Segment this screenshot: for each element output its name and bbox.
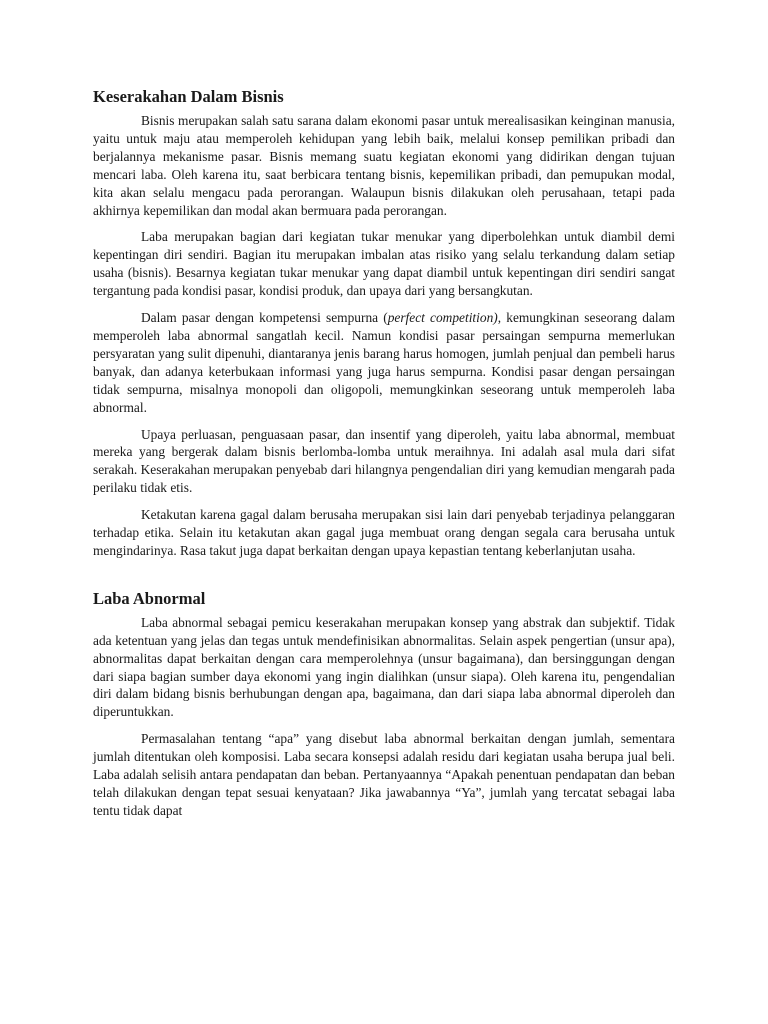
paragraph-text: , kemungkinan seseorang dalam memperoleh laba abnormal sangatlah kecil. Namun kondisi pasar persaingan sempurna memerlukan persyaratan yang sulit dipenuhi, diantaranya jenis barang harus homogen, jumlah penjual dan pembeli harus banyak, dan adanya keterbukaan informasi yang juga harus sempurna. Kondisi pasar dengan persaingan tidak sempurna, misalnya monopoli dan oligopoli, memungkinkan seseorang untuk memperoleh laba abnormal. [93, 310, 675, 415]
paragraph: Laba merupakan bagian dari kegiatan tukar menukar yang diperbolehkan untuk diambil demi kepentingan diri sendiri. Bagian itu merupakan imbalan atas risiko yang selalu terkandung dalam setiap usaha (bisnis). Besarnya kegiatan tukar menukar yang dapat diambil untuk kepentingan diri sendiri sangat tergantung pada kondisi pasar, kondisi produk, dan upaya dari yang bersangkutan. [93, 229, 675, 299]
paragraph: Bisnis merupakan salah satu sarana dalam ekonomi pasar untuk merealisasikan keinginan manusia, yaitu untuk maju atau memperoleh kehidupan yang lebih baik, melalui konsep pemilikan pribadi dan berjalannya mekanisme pasar. Bisnis memang suatu kegiatan ekonomi yang didirikan dengan tujuan mencari laba. Oleh karena itu, saat berbicara tentang bisnis, kepemilikan pribadi, dan pemupukan modal, kita akan selalu mengacu pada perorangan. Walaupun bisnis dilakukan oleh perusahaan, tetapi pada akhirnya kepemilikan dan modal akan bermuara pada perorangan. [93, 113, 675, 218]
paragraph: Upaya perluasan, penguasaan pasar, dan insentif yang diperoleh, yaitu laba abnormal, membuat mereka yang bergerak dalam bisnis berlomba-lomba untuk meraihnya. Ini adalah asal mula dari sifat serakah. Keserakahan merupakan penyebab dari hilangnya pengendalian diri yang kemudian mengarah pada perilaku tidak etis. [93, 426, 675, 496]
section-heading: Keserakahan Dalam Bisnis [93, 87, 284, 106]
paragraph-text: Dalam pasar dengan kompetensi sempurna ( [141, 310, 388, 326]
italic-term: perfect competition) [387, 310, 498, 326]
paragraph [93, 309, 675, 416]
document-page [93, 84, 675, 829]
paragraph: Laba abnormal sebagai pemicu keserakahan merupakan konsep yang abstrak dan subjektif. Tidak ada ketentuan yang jelas dan tegas untuk mendefinisikan abnormalitas. Selain aspek pengertian (unsur apa), abnormalitas dapat berkaitan dengan cara memperolehnya (unsur bagaimana), dan bersinggungan dengan dari siapa bagian sumber daya ekonomi yang ingin dialihkan (unsur siapa). Oleh karena itu, pengendalian diri dalam bidang bisnis berhubungan dengan apa, bagaimana, dan dari siapa laba abnormal diperoleh dan diperuntukkan. [93, 614, 675, 720]
paragraph: Permasalahan tentang “apa” yang disebut laba abnormal berkaitan dengan jumlah, sementara jumlah ditentukan oleh komposisi. Laba secara konsepsi adalah residu dari kegiatan usaha berupa jual beli. Laba adalah selisih antara pendapatan dan beban. Pertanyaannya “Apakah penentuan pendapatan dan beban telah dilakukan dengan tepat sesuai kenyataan? Jika jawabannya “Ya”, jumlah yang tercatat sebagai laba tentu tidak dapat [93, 731, 675, 818]
section-heading: Laba Abnormal [93, 588, 206, 608]
paragraph: Ketakutan karena gagal dalam berusaha merupakan sisi lain dari penyebab terjadinya pelanggaran terhadap etika. Selain itu ketakutan akan gagal juga membuat orang dengan segala cara berusaha untuk mengindarinya. Rasa takut juga dapat berkaitan dengan upaya kepastian tentang keberlanjutan usaha. [93, 507, 675, 558]
